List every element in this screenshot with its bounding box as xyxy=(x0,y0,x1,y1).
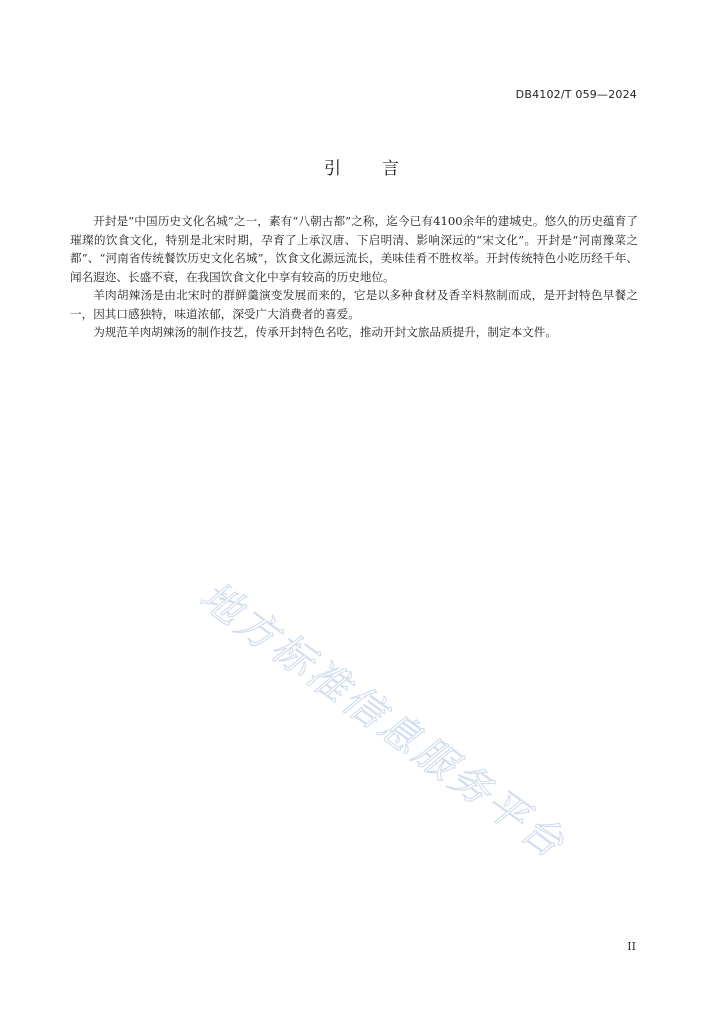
paragraph-2: 羊肉胡辣汤是由北宋时的群鲜羹演变发展而来的，它是以多种食材及香辛料熬制而成，是开封特色早餐之一，因其口感独特，味道浓郁，深受广大消费者的喜爱。 xyxy=(70,288,638,321)
watermark: 地方标准信息服务平台 xyxy=(191,572,575,869)
title-char-2: 言 xyxy=(382,159,400,179)
page-number: II xyxy=(627,940,636,953)
paragraph-3: 为规范羊肉胡辣汤的制作技艺，传承开封特色名吃，推动开封文旅品质提升，制定本文件。 xyxy=(93,325,557,339)
paragraph-1: 开封是“中国历史文化名城”之一，素有“八朝古都”之称，迄今已有4100余年的建城史。悠久的历史蕴育了璀璨的饮食文化，特别是北宋时期，孕育了上承汉唐、下启明清、影响深远的“宋文化”。开封是“河南豫菜之都”、“河南省传统餐饮历史文化名城”，饮食文化源远流长，美味佳肴不胜枚举。开封传统特色小吃历经千年、闻名遐迩、长盛不衰，在我国饮食文化中享有较高的历史地位。 xyxy=(70,214,638,284)
page-title xyxy=(0,154,724,179)
foreword-body xyxy=(70,212,638,342)
title-char-1: 引 xyxy=(324,159,342,179)
standard-code: DB4102/T 059—2024 xyxy=(515,88,637,101)
